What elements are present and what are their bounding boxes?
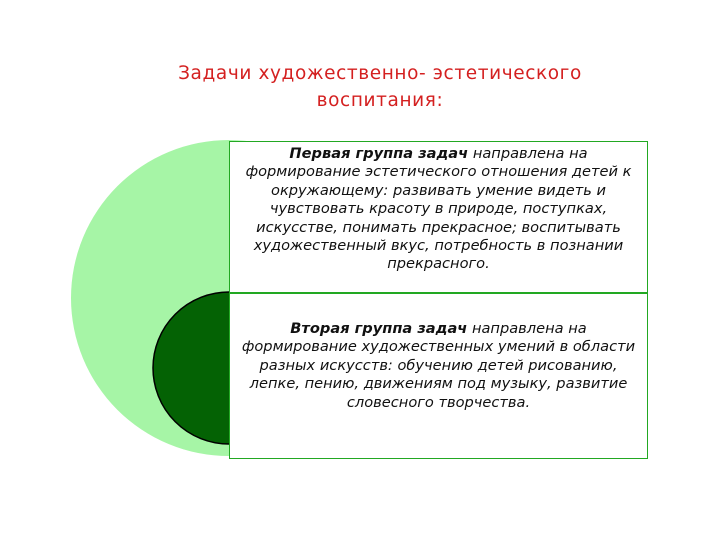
first-group-text: направлена на формирование эстетического отношения детей к окружающему: развивать умение видеть и чувствовать красоту в природе, поступках, искусстве, понимать прекрасное; воспитывать художественный вкус, потребность в познании прекрасного.: [245, 145, 632, 273]
first-group-box: [229, 141, 648, 293]
second-group-lead: Вторая группа задач: [290, 320, 468, 337]
first-group-lead: Первая группа задач: [289, 145, 469, 162]
second-group-box: [229, 293, 648, 459]
slide-title: Задачи художественно- эстетического воспитания:: [178, 63, 582, 111]
second-group-text: направлена на формирование художественных умений в области разных искусств: обучению детей рисованию, лепке, пению, движениям под музыку, развитие словесного творчества.: [241, 320, 636, 411]
